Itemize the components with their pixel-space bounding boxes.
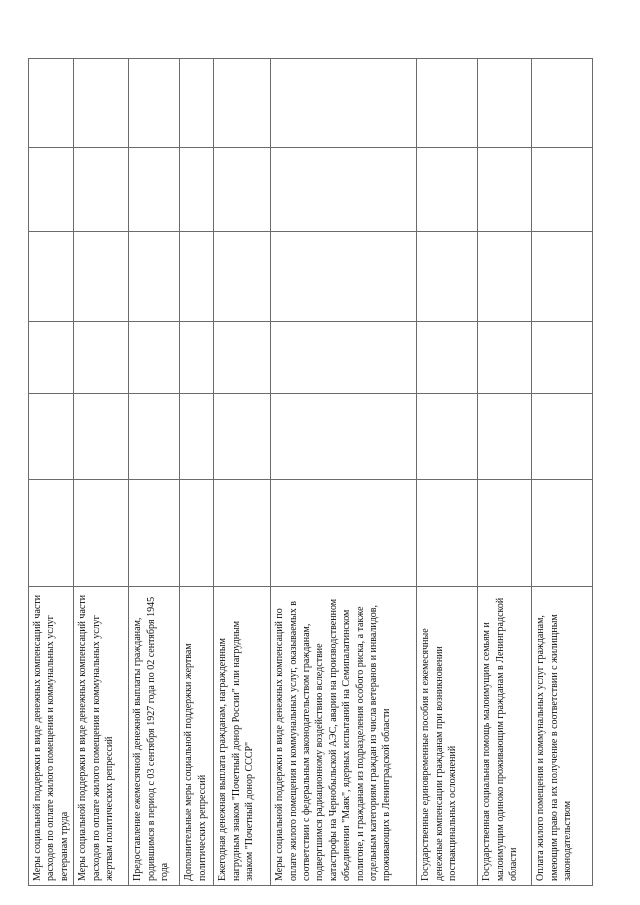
empty-cell (532, 59, 593, 148)
measure-label: Государственная социальная помощь малоимущим семьям и малоимущим одиноко проживающим гражданам в Ленинградской области (478, 587, 532, 886)
empty-cell (180, 59, 214, 148)
table-row (29, 59, 74, 886)
measure-label: Меры социальной поддержки в виде денежных компенсаций по оплате жилого помещения и коммунальных услуг, оказываемых в соответствии с федеральным законодательством гражданам, подвергшимся радиационному воздействию вследствие катастрофы на Чернобыльской АЭС, аварии на производственном объединении "Маяк", ядерных испытаний на Семипалатинском полигоне, и гражданам из подразделения особого риска, а также отдельным категориям граждан из числа ветеранов и инвалидов, проживающих в Ленинградской области (271, 587, 417, 886)
empty-cell (271, 480, 417, 587)
empty-cell (129, 232, 180, 322)
empty-cell (29, 148, 74, 232)
table-row (180, 59, 214, 886)
empty-cell (214, 232, 271, 322)
empty-cell (74, 232, 129, 322)
table-row (214, 59, 271, 886)
measure-label: Государственные единовременные пособия и ежемесячные денежные компенсации гражданам при возникновении поствакцинальных осложнений (417, 587, 478, 886)
empty-cell (29, 322, 74, 394)
empty-cell (417, 322, 478, 394)
empty-cell (271, 394, 417, 480)
empty-cell (74, 322, 129, 394)
empty-cell (180, 232, 214, 322)
empty-cell (74, 394, 129, 480)
empty-cell (532, 232, 593, 322)
empty-cell (532, 394, 593, 480)
table-row (271, 59, 417, 886)
empty-cell (180, 394, 214, 480)
empty-cell (214, 394, 271, 480)
empty-cell (74, 59, 129, 148)
table-row (532, 59, 593, 886)
empty-cell (532, 480, 593, 587)
empty-cell (417, 480, 478, 587)
empty-cell (29, 59, 74, 148)
empty-cell (271, 322, 417, 394)
empty-cell (129, 480, 180, 587)
measure-label: Оплата жилого помещения и коммунальных услуг гражданам, имеющим право на их получение в соответствии с жилищным законодательством (532, 587, 593, 886)
empty-cell (180, 148, 214, 232)
measure-label: Ежегодная денежная выплата гражданам, награжденным нагрудным знаком "Почетный донор России" или нагрудным знаком "Почетный донор СССР" (214, 587, 271, 886)
empty-cell (214, 480, 271, 587)
empty-cell (417, 59, 478, 148)
table-row (417, 59, 478, 886)
empty-cell (478, 59, 532, 148)
empty-cell (271, 59, 417, 148)
measure-label: Предоставление ежемесячной денежной выплаты гражданам, родившимся в период с 03 сентября 1927 года по 02 сентября 1945 года (129, 587, 180, 886)
rotated-table-container (28, 59, 589, 886)
rotated-page (28, 59, 589, 886)
empty-cell (74, 148, 129, 232)
table-row (74, 59, 129, 886)
empty-cell (74, 480, 129, 587)
empty-cell (532, 148, 593, 232)
measure-label: Меры социальной поддержки в виде денежных компенсаций части расходов по оплате жилого помещения и коммунальных услуг ветеранам труда (29, 587, 74, 886)
empty-cell (129, 148, 180, 232)
empty-cell (129, 394, 180, 480)
empty-cell (417, 394, 478, 480)
empty-cell (129, 59, 180, 148)
social-support-table (28, 58, 593, 886)
table-row (129, 59, 180, 886)
empty-cell (180, 322, 214, 394)
empty-cell (214, 322, 271, 394)
empty-cell (271, 148, 417, 232)
empty-cell (29, 480, 74, 587)
empty-cell (478, 232, 532, 322)
empty-cell (417, 148, 478, 232)
empty-cell (478, 322, 532, 394)
empty-cell (29, 394, 74, 480)
empty-cell (271, 232, 417, 322)
table-row (478, 59, 532, 886)
empty-cell (417, 232, 478, 322)
empty-cell (478, 394, 532, 480)
measure-label: Меры социальной поддержки в виде денежных компенсаций части расходов по оплате жилого помещения и коммунальных услуг жертвам политических репрессий (74, 587, 129, 886)
empty-cell (129, 322, 180, 394)
empty-cell (478, 480, 532, 587)
empty-cell (29, 232, 74, 322)
empty-cell (214, 148, 271, 232)
empty-cell (478, 148, 532, 232)
empty-cell (214, 59, 271, 148)
empty-cell (532, 322, 593, 394)
measure-label: Дополнительные меры социальной поддержки жертвам политических репрессий (180, 587, 214, 886)
empty-cell (180, 480, 214, 587)
